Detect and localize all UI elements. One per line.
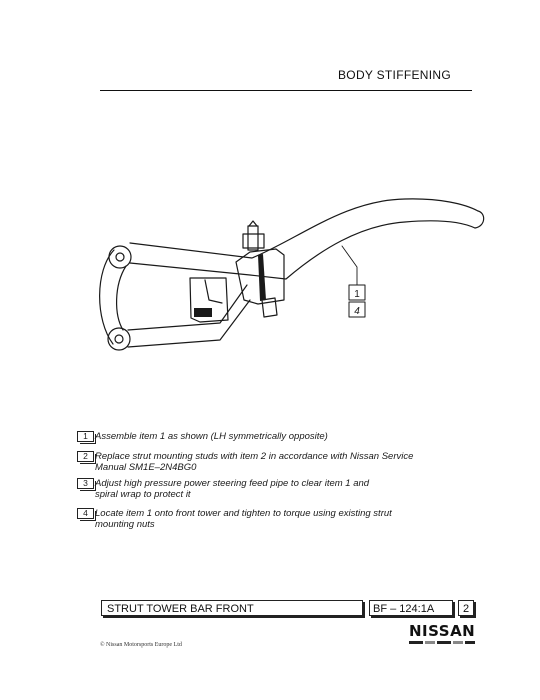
leader-line <box>342 246 357 285</box>
lower-eye-inner <box>115 335 123 343</box>
stud-nut <box>243 234 264 248</box>
instruction-step-2 <box>77 451 413 473</box>
step-text: Replace strut mounting studs with item 2 in accordance with Nissan Service <box>95 451 414 462</box>
bar-end <box>475 211 484 228</box>
copyright-notice: © Nissan Motorsports Europe Ltd <box>100 642 182 648</box>
step-text-continued: Manual SM1E–2N4BG0 <box>95 462 197 473</box>
step-text-continued: spiral wrap to protect it <box>95 489 191 500</box>
step-number: 4 <box>77 508 94 519</box>
instruction-step-3 <box>77 478 369 500</box>
step-text: Adjust high pressure power steering feed pipe to clear item 1 and <box>95 478 370 489</box>
upper-eye-inner <box>116 253 124 261</box>
clamp-body-shade <box>258 254 266 301</box>
bracket-slot <box>194 308 212 317</box>
page-number: 2 <box>458 600 474 616</box>
lower-arm-upper-edge <box>128 285 247 330</box>
tower-bracket-edge <box>205 280 222 303</box>
lower-eye-outer <box>108 328 130 350</box>
section-title: BODY STIFFENING <box>338 68 451 82</box>
step-number: 3 <box>77 478 94 489</box>
drawing-reference: BF – 124:1A <box>369 600 453 616</box>
step-number: 2 <box>77 451 94 462</box>
nissan-logo: NISSAN <box>409 622 476 640</box>
label-item-4: 4 <box>354 306 360 317</box>
step-number: 1 <box>77 431 94 442</box>
label-item-1: 1 <box>354 289 360 300</box>
step-text: Assemble item 1 as shown (LH symmetrically opposite) <box>95 431 328 442</box>
logo-stripe <box>409 641 475 644</box>
bar-upper-edge <box>130 199 478 258</box>
step-text-continued: mounting nuts <box>95 519 155 530</box>
clamp-lug <box>262 298 277 317</box>
loop-inner <box>117 266 126 330</box>
step-text: Locate item 1 onto front tower and tighten to torque using existing strut <box>95 508 392 519</box>
instruction-step-4 <box>77 508 392 530</box>
stud-tip <box>249 221 257 226</box>
upper-eye-outer <box>109 246 131 268</box>
drawing-title: STRUT TOWER BAR FRONT <box>101 600 363 616</box>
instruction-step-1 <box>77 431 328 442</box>
stud <box>248 226 258 250</box>
